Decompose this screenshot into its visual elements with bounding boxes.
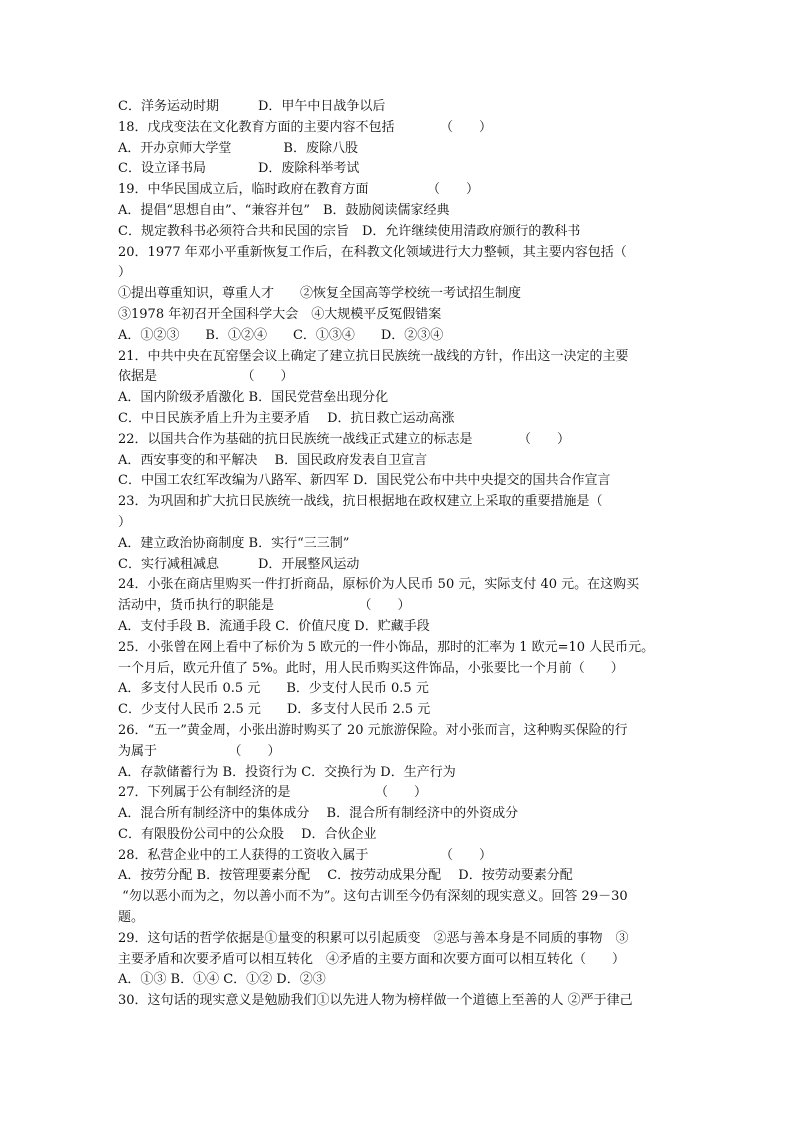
question-30: 30．这句话的现实意义是勉励我们①以先进人物为榜样做一个道德上至善的人 ②严于律己 [118, 993, 633, 1009]
question-18: 18．戊戌变法在文化教育方面的主要内容不包括 （ ） [118, 119, 493, 135]
text-line: 主要矛盾和次要矛盾可以相互转化 ④矛盾的主要方面和次要方面可以相互转化（ ） [118, 951, 626, 967]
options-line: C．少支付人民币 2.5 元 D．多支付人民币 2.5 元 [118, 702, 431, 718]
options-line: A．①③ B．①④ C．①② D．②③ [118, 972, 326, 988]
question-27: 27．下列属于公有制经济的是 （ ） [118, 785, 428, 801]
options-line: A．支付手段 B．流通手段 C．价值尺度 D．贮藏手段 [118, 618, 430, 634]
options-line: C．设立译书局 D．废除科举考试 [118, 161, 360, 177]
question-26: 26．“五一”黄金周，小张出游时购买了 20 元旅游保险。对小张而言，这种购买保险的行 [118, 722, 628, 738]
text-line: 一个月后，欧元升值了 5%。此时，用人民币购买这件饰品，小张要比一个月前（ ） [118, 660, 624, 676]
question-28: 28．私营企业中的工人获得的工资收入属于 （ ） [118, 847, 493, 863]
options-line: A．建立政治协商制度 B．实行“三三制” [118, 535, 350, 551]
options-line: A．国内阶级矛盾激化 B．国民党营垒出现分化 [118, 390, 389, 406]
exam-page [118, 97, 678, 1012]
question-25: 25．小张曾在网上看中了标价为 5 欧元的一件小饰品，那时的汇率为 1 欧元=10 人民币元。 [118, 639, 655, 655]
options-line: A．开办京师大学堂 B．废除八股 [118, 140, 358, 156]
question-29: 29．这句话的哲学依据是①量变的积累可以引起质变 ②恶与善本身是不同质的事物 ③ [118, 930, 629, 946]
text-line: ） [118, 265, 132, 281]
options-line: C．中日民族矛盾上升为主要矛盾 D．抗日救亡运动高涨 [118, 410, 455, 426]
text-line: 活动中，货币执行的职能是 （ ） [118, 598, 411, 614]
statements-line: ①提出尊重知识，尊重人才 ②恢复全国高等学校统一考试招生制度 [118, 286, 522, 302]
question-21: 21．中共中央在瓦窑堡会议上确定了建立抗日民族统一战线的方针，作出这一决定的主要 [118, 348, 629, 364]
text-line: 依据是 （ ） [118, 369, 294, 385]
statements-line: ③1978 年初召开全国科学大会 ④大规模平反冤假错案 [118, 306, 442, 322]
options-line: A．①②③ B．①②④ C．①③④ D．②③④ [118, 327, 444, 343]
text-line: 为属于 （ ） [118, 743, 281, 759]
question-20: 20．1977 年邓小平重新恢复工作后，在科教文化领域进行大力整顿，其主要内容包括（ [118, 244, 627, 260]
question-24: 24．小张在商店里购买一件打折商品，原标价为人民币 50 元，实际支付 40 元。在这购买 [118, 577, 640, 593]
options-line: A．多支付人民币 0.5 元 B．少支付人民币 0.5 元 [118, 681, 429, 697]
options-line: C．实行减租减息 D．开展整风运动 [118, 556, 360, 572]
question-23: 23．为巩固和扩大抗日民族统一战线，抗日根据地在政权建立上采取的重要措施是（ [118, 494, 603, 510]
options-line: A．西安事变的和平解决 B．国民政府发表自卫宣言 [118, 452, 428, 468]
text-line: C．洋务运动时期 D．甲午中日战争以后 [118, 99, 386, 114]
passage-intro: “勿以恶小而为之，勿以善小而不为”。这句古训至今仍有深刻的现实意义。回答 29－30 [118, 889, 628, 905]
options-line: A．存款储蓄行为 B．投资行为 C．交换行为 D．生产行为 [118, 764, 456, 780]
options-line: C．有限股份公司中的公众股 D．合伙企业 [118, 826, 377, 842]
options-line: C．规定教科书必须符合共和民国的宗旨 D．允许继续使用清政府颁行的教科书 [118, 223, 581, 239]
options-line: C．中国工农红军改编为八路军、新四军 D．国民党公布中共中央提交的国共合作宣言 [118, 473, 611, 489]
options-line: A．提倡“思想自由”、“兼容并包” B．鼓励阅读儒家经典 [118, 202, 450, 218]
text-line: 题。 [118, 910, 145, 926]
options-line: A．混合所有制经济中的集体成分 B．混合所有制经济中的外资成分 [118, 806, 519, 822]
question-22: 22．以国共合作为基础的抗日民族统一战线正式建立的标志是 （ ） [118, 431, 571, 447]
options-line: A．按劳分配 B．按管理要素分配 C．按劳动成果分配 D．按劳动要素分配 [118, 868, 573, 884]
question-19: 19．中华民国成立后，临时政府在教育方面 （ ） [118, 182, 480, 198]
text-line: ） [118, 514, 132, 530]
